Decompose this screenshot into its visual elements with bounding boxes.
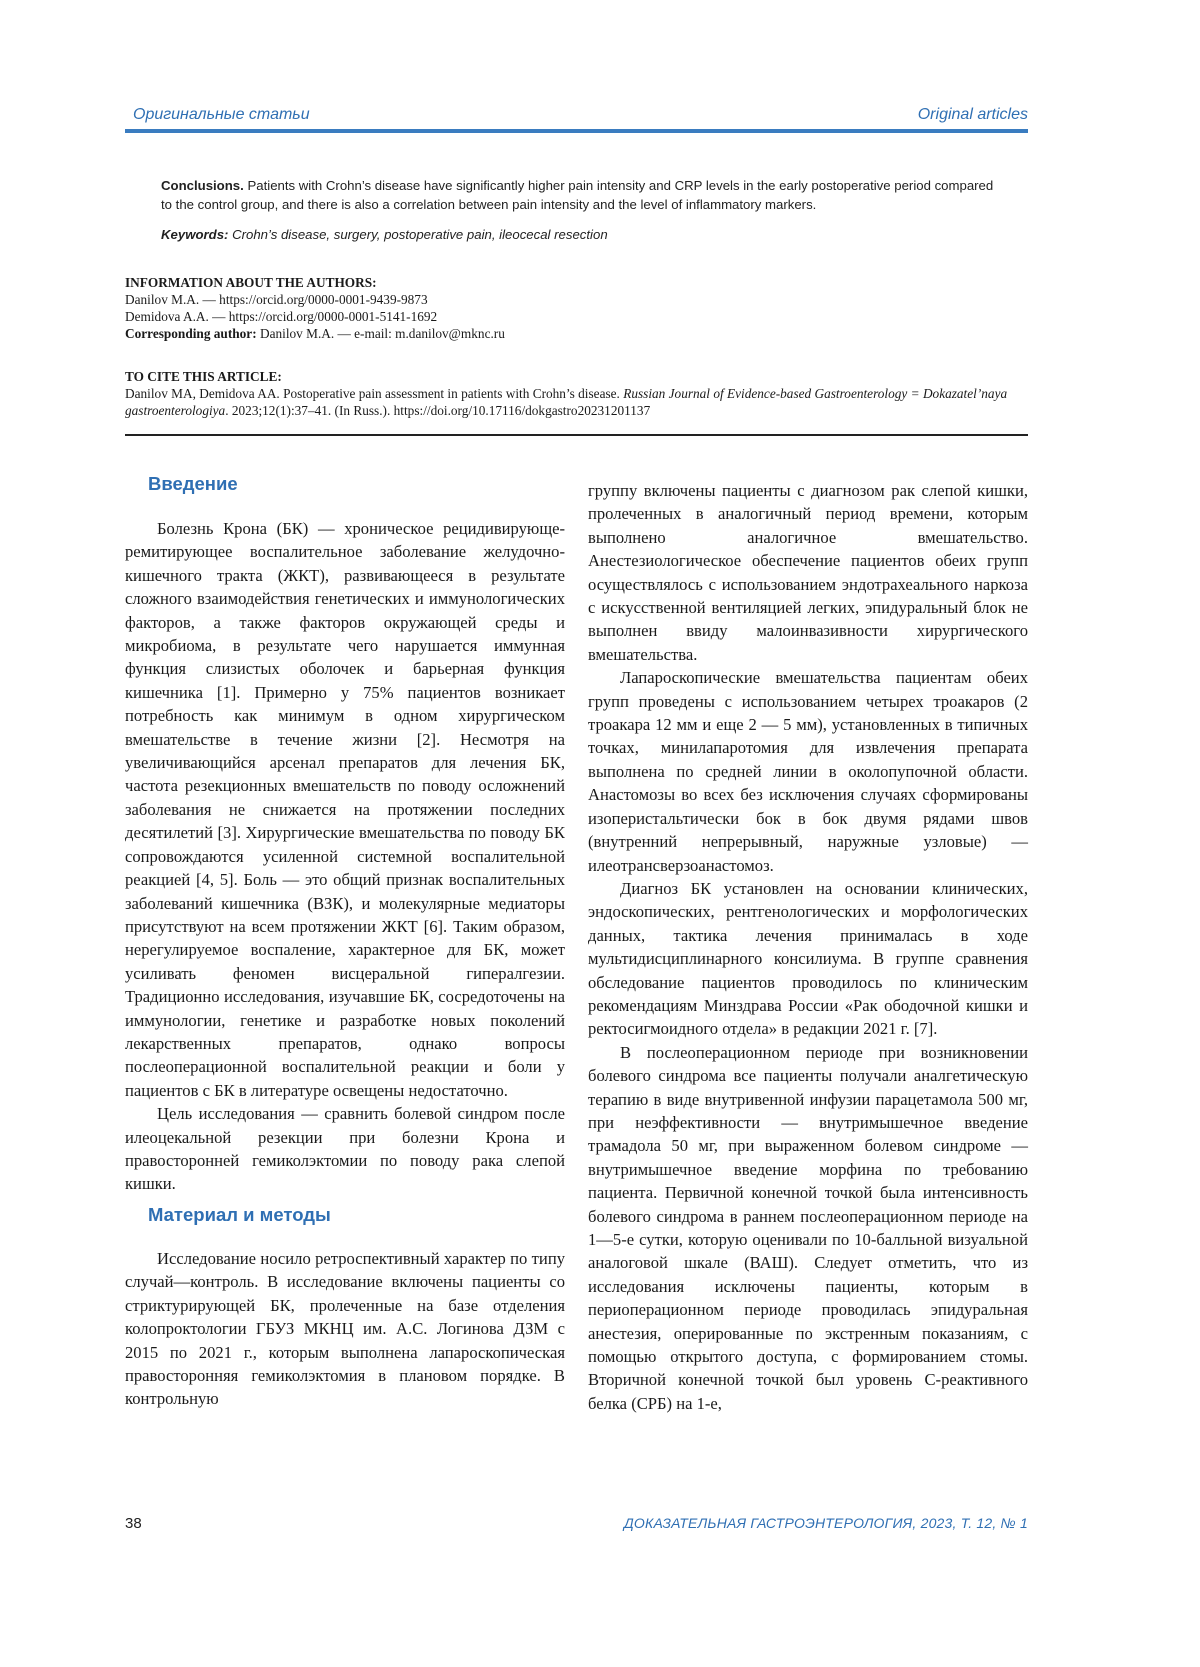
author-orcid-1: Danilov M.A. — https://orcid.org/0000-0001-9439-9873 xyxy=(125,292,428,307)
intro-paragraph-1: Болезнь Крона (БК) — хроническое рецидивирующе-ремитирующее воспалительное заболевание желудочно-кишечного тракта (ЖКТ), развивающееся в результате сложного взаимодействия генетических и иммунологических факторов, а также факторов окружающей среды и микробиома, в результате чего нарушается иммунная функция слизистых оболочек и барьерная функция кишечника [1]. Примерно у 75% пациентов возникает потребность как минимум в одном хирургическом вмешательстве в течение жизни [2]. Несмотря на увеличивающийся арсенал препаратов для лечения БК, частота резекционных вмешательств по поводу осложнений заболевания не снижается на протяжении последних десятилетий [3]. Хирургические вмешательства по поводу БК сопровождаются усиленной системной воспалительной реакцией [4, 5]. Боль — это общий признак воспалительных заболеваний кишечника (ВЗК), и молекулярные медиаторы присутствуют на всем протяжении ЖКТ [6]. Таким образом, нерегулируемое воспаление, характерное для БК, может усиливать феномен висцеральной гипералгезии. Традиционно исследования, изучавшие БК, сосредоточены на иммунологии, генетике и разработке новых поколений лекарственных препаратов, однако вопросы послеоперационной воспалительной реакции и боли у пациентов с БК в литературе освещены недостаточно. xyxy=(125,519,565,1100)
corresponding-author xyxy=(125,325,1025,342)
intro-body xyxy=(125,517,565,1196)
intro-heading: Введение xyxy=(148,473,238,494)
right-paragraph-4: В послеоперационном периоде при возникновении болевого синдрома все пациенты получали аналгетическую терапию в виде внутривенной инфузии парацетамола 500 мг, при неэффективности — внутримышечное введение трамадола 50 мг, при выраженном болевом синдроме — внутримышечное введение морфина по требованию пациента. Первичной конечной точкой была интенсивность болевого синдрома в раннем послеоперационном периоде на 1—5-е сутки, которую оценивали по 10-балльной визуальной аналоговой шкале (ВАШ). Следует отметить, что из исследования исключены пациенты, которым в периоперационном периоде проводилась эпидуральная анестезия, оперированные по экстренным показаниям, с помощью открытого доступа, с формированием стомы. Вторичной конечной точкой был уровень С-реактивного белка (СРБ) на 1-е, xyxy=(588,1042,1028,1413)
section-label-en: Original articles xyxy=(917,106,1028,123)
intro-paragraph-2: Цель исследования — сравнить болевой синдром после илеоцекальной резекции при болезни Крона и правосторонней гемиколэктомии по поводу рака слепой кишки. xyxy=(125,1104,565,1194)
citation-authors-title: Danilov MA, Demidova AA. Postoperative pain assessment in patients with Crohn’s disease. xyxy=(125,386,620,401)
right-paragraph-2: Лапароскопические вмешательства пациентам обеих групп проведены с использованием четырех троакаров (2 троакара 12 мм и еще 2 — 5 мм), установленных в типичных точках, минилапаротомия для извлечения препарата выполнена по средней линии в околопупочной области. Анастомозы во всех без исключения случаях сформированы изоперистальтически бок в бок двумя рядами швов (внутренний непрерывный, наружные узловые) — илеотрансверзоанастомоз. xyxy=(588,668,1028,875)
conclusions-paragraph xyxy=(161,176,1001,214)
methods-body xyxy=(125,1247,565,1411)
citation-divider xyxy=(125,434,1028,436)
corresponding-label: Corresponding author: xyxy=(125,326,257,341)
abstract-block xyxy=(161,176,1001,255)
keywords-label: Keywords: xyxy=(161,227,229,242)
citation-text xyxy=(125,386,1007,418)
header-divider xyxy=(125,129,1028,133)
right-paragraph-1: группу включены пациенты с диагнозом рак слепой кишки, пролеченных в аналогичный период времени, которым выполнено аналогичное вмешательство. Анестезиологическое обеспечение пациентов обеих групп осуществлялось с использованием эндотрахеального наркоза с искусственной вентиляцией легких, эпидуральный блок не выполнен ввиду малоинвазивности хирургического вмешательства. xyxy=(588,481,1028,664)
corresponding-text: Danilov M.A. — e-mail: m.danilov@mknc.ru xyxy=(259,326,505,341)
right-body xyxy=(588,479,1028,1415)
citation-tail: . 2023;12(1):37–41. (In Russ.). https://doi.org/10.17116/dokgastro20231201137 xyxy=(225,403,651,418)
section-label-ru: Оригинальные статьи xyxy=(133,106,310,123)
author-orcid-2: Demidova A.A. — https://orcid.org/0000-0001-5141-1692 xyxy=(125,309,438,324)
authors-heading: INFORMATION ABOUT THE AUTHORS: xyxy=(125,275,377,290)
methods-heading: Материал и методы xyxy=(148,1204,331,1225)
keywords-text: Crohn’s disease, surgery, postoperative pain, ileocecal resection xyxy=(232,227,608,242)
conclusions-label: Conclusions. xyxy=(161,178,244,193)
citation-block xyxy=(125,368,1030,419)
conclusions-text: Patients with Crohn’s disease have significantly higher pain intensity and CRP levels in the early postoperative period compared to the control group, and there is also a correlation between pain intensity and the level of inflammatory markers. xyxy=(161,178,994,212)
citation-heading: TO CITE THIS ARTICLE: xyxy=(125,369,282,384)
citation-journal-2: Dokazatel’naya gastroenterologiya xyxy=(125,386,1008,418)
citation-journal-1: Russian Journal of Evidence-based Gastroenterology = xyxy=(623,386,920,401)
authors-info xyxy=(125,274,1025,342)
right-paragraph-3: Диагноз БК установлен на основании клинических, эндоскопических, рентгенологических и морфологических данных, тактика лечения принималась в ходе мультидисциплинарного консилиума. В группе сравнения обследование пациентов проводилось по клиническим рекомендациям Минздрава России «Рак ободочной кишки и ректосигмоидного отдела» в редакции 2021 г. [7]. xyxy=(588,878,1028,1039)
journal-footer: ДОКАЗАТЕЛЬНАЯ ГАСТРОЭНТЕРОЛОГИЯ, 2023, Т. 12, № 1 xyxy=(623,1515,1028,1531)
keywords-paragraph xyxy=(161,225,1001,244)
page-number: 38 xyxy=(125,1515,142,1532)
methods-paragraph-1: Исследование носило ретроспективный характер по типу случай—контроль. В исследование включены пациенты со стриктурирующей БК, пролеченные на базе отделения колопроктологии ГБУЗ МКНЦ им. А.С. Логинова ДЗМ с 2015 по 2021 г., которым выполнена лапароскопическая правосторонняя гемиколэктомия в плановом порядке. В контрольную xyxy=(125,1249,565,1409)
